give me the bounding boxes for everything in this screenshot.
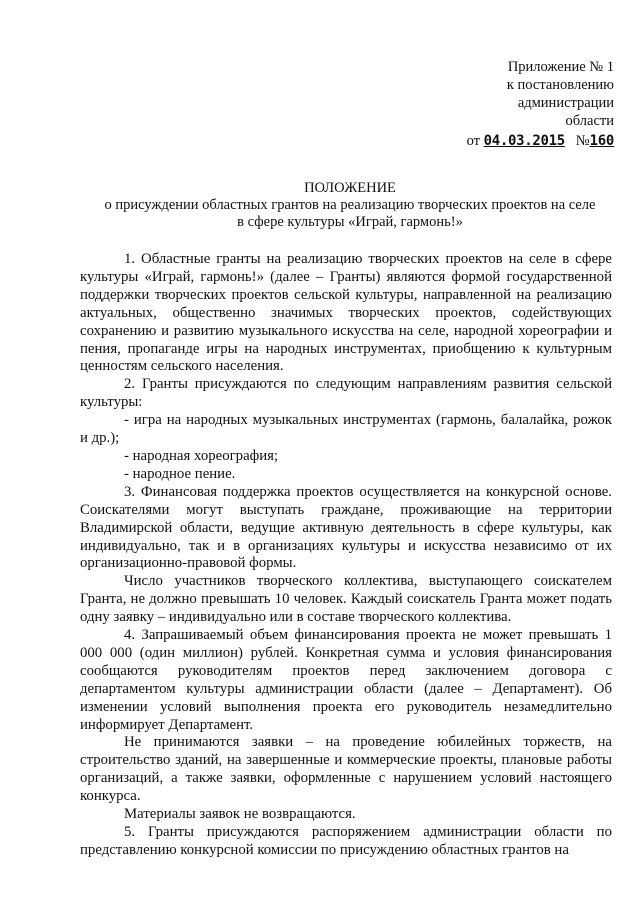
list-item-singing: - народное пение. xyxy=(124,465,236,482)
document-title xyxy=(60,180,640,231)
paragraph-3: 3. Финансовая поддержка проектов осуществляется на конкурсной основе. Соискателями могут выступать граждане, проживающие на территории Владимирской области, ведущие активную деятельность в сфере культуры, как индивидуально, так и в организациях культуры и искусства независимо от их организационно-правовой формы. xyxy=(80,483,612,572)
number-value: 160 xyxy=(589,133,614,149)
document-body xyxy=(80,251,612,860)
title-subtitle-line-1: о присуждении областных грантов на реализацию творческих проектов на селе xyxy=(104,197,596,213)
appendix-line-2: к постановлению xyxy=(506,77,614,93)
list-item-instruments: - игра на народных музыкальных инструментах (гармонь, балалайка, рожок и др.); xyxy=(80,412,612,447)
title-subtitle-line-2: в сфере культуры «Играй, гармонь!» xyxy=(237,214,463,230)
appendix-date-line xyxy=(467,132,614,150)
date-value: 04.03.2015 xyxy=(483,133,565,149)
list-item-choreography: - народная хореография; xyxy=(124,447,279,464)
appendix-line-3: администрации xyxy=(517,95,614,111)
paragraph-2: 2. Гранты присуждаются по следующим направлениям развития сельской культуры: xyxy=(80,376,612,411)
paragraph-5: 5. Гранты присуждаются распоряжением администрации области по представлению конкурсной комиссии по присуждению областных грантов на xyxy=(80,824,612,858)
appendix-line-4: области xyxy=(565,113,614,129)
paragraph-4-exclusions: Не принимаются заявки – на проведение юбилейных торжеств, на строительство зданий, на завершенные и коммерческие проекты, плановые работы организаций, а также заявки, оформленные с нарушением условий настоящего конкурса. xyxy=(80,734,612,805)
date-prefix: от xyxy=(466,133,480,149)
paragraph-4: 4. Запрашиваемый объем финансирования проекта не может превышать 1 000 000 (один миллион) рублей. Конкретная сумма и условия финансирования сообщаются руководителям проектов перед заключением договора с департаментом культуры администрации области (далее – Департамент). Об изменении условий выполнения проекта его руководитель незамедлительно информирует Департамент. xyxy=(80,627,612,733)
appendix-line-1: Приложение № 1 xyxy=(507,59,614,75)
appendix-block xyxy=(467,58,614,150)
paragraph-3-participants: Число участников творческого коллектива, выступающего соискателем Гранта, не должно превышать 10 человек. Каждый соискатель Гранта может подать одну заявку – индивидуально или в составе творческого коллектива. xyxy=(80,573,612,626)
paragraph-1: 1. Областные гранты на реализацию творческих проектов на селе в сфере культуры «Играй, гармонь!» (далее – Гранты) являются формой государственной поддержки творческих проектов сельской культуры, направленной на реализацию актуальных, общественно значимых творческих проектов, содействующих сохранению и развитию музыкального искусства на селе, народной хореографии и пения, пропаганде игры на народных инструментах, приобщению к культурным ценностям сельского населения. xyxy=(80,251,612,375)
title-heading: ПОЛОЖЕНИЕ xyxy=(304,180,396,196)
paragraph-4-materials: Материалы заявок не возвращаются. xyxy=(124,806,356,823)
number-prefix: № xyxy=(575,133,590,149)
